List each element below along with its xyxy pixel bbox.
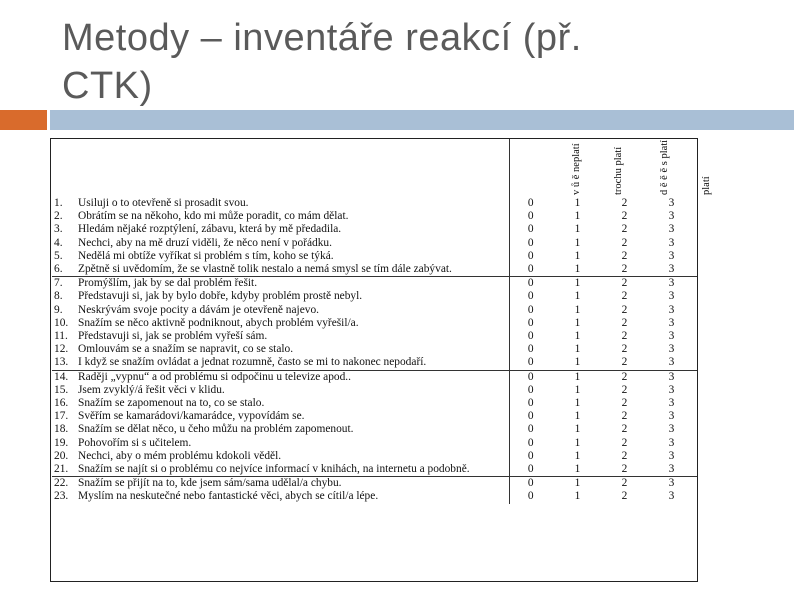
rating-option-1: 1 xyxy=(574,290,581,303)
item-number: 9. xyxy=(54,303,63,316)
rating-option-1: 1 xyxy=(574,449,581,462)
rating-option-0: 0 xyxy=(527,290,534,303)
inventory-row xyxy=(52,397,697,410)
rating-option-0: 0 xyxy=(527,397,534,410)
rating-option-2: 2 xyxy=(621,236,628,249)
inventory-row xyxy=(52,223,697,236)
inventory-row xyxy=(52,277,697,291)
item-number: 16. xyxy=(54,397,69,410)
item-number: 23. xyxy=(54,490,69,503)
rating-option-1: 1 xyxy=(574,463,581,476)
rating-option-3: 3 xyxy=(668,316,675,329)
inventory-row xyxy=(52,250,697,263)
inventory-table xyxy=(52,197,697,504)
rating-option-1: 1 xyxy=(574,436,581,449)
rating-option-1: 1 xyxy=(574,343,581,356)
item-number: 14. xyxy=(52,370,76,384)
rating-option-2: 2 xyxy=(621,343,628,356)
item-statement: Obrátím se na někoho, kdo mi může poradit, co mám dělat. xyxy=(76,210,509,223)
item-statement: Svěřím se kamarádovi/kamarádce, vypovídám se. xyxy=(76,410,509,423)
rating-option-2: 2 xyxy=(621,303,628,316)
item-number: 5. xyxy=(54,249,63,262)
rating-option-3: 3 xyxy=(668,436,675,449)
inventory-row xyxy=(52,410,697,423)
rating-option-3: 3 xyxy=(650,277,697,291)
rating-option-0: 0 xyxy=(509,277,556,291)
item-statement: Myslím na neskutečné nebo fantastické věci, abych se cítil/a lépe. xyxy=(76,490,509,503)
item-statement: Omlouvám se a snažím se napravit, co se stalo. xyxy=(76,343,509,356)
rating-option-1: 1 xyxy=(574,423,581,436)
item-number: 12. xyxy=(54,343,69,356)
rating-option-0: 0 xyxy=(527,197,534,209)
rating-option-2: 2 xyxy=(621,449,628,462)
rating-option-0: 0 xyxy=(527,356,534,369)
rating-option-2: 2 xyxy=(621,356,628,369)
item-statement: Hledám nějaké rozptýlení, zábavu, která by mě předadila. xyxy=(76,223,509,236)
rating-option-2: 2 xyxy=(621,410,628,423)
rating-option-2: 2 xyxy=(621,383,628,396)
blue-title-bar xyxy=(50,110,794,130)
column-header-2: d ě ě ě s platí xyxy=(659,139,670,195)
inventory-row xyxy=(52,490,697,503)
inventory-row xyxy=(52,210,697,223)
rating-option-1: 1 xyxy=(556,277,603,291)
rating-option-0: 0 xyxy=(527,436,534,449)
inventory-row xyxy=(52,437,697,450)
item-number: 11. xyxy=(54,330,68,343)
item-statement: Představuji si, jak by bylo dobře, kdyby problém prostě nebyl. xyxy=(76,290,509,303)
inventory-row xyxy=(52,463,697,477)
item-statement: Nechci, aby na mě druzí viděli, že něco není v pořádku. xyxy=(76,237,509,250)
rating-option-2: 2 xyxy=(603,370,650,384)
rating-option-3: 3 xyxy=(668,223,675,236)
inventory-row xyxy=(52,197,697,210)
rating-option-0: 0 xyxy=(527,463,534,476)
item-number: 7. xyxy=(52,277,76,291)
slide-title xyxy=(62,14,762,110)
inventory-row xyxy=(52,343,697,356)
rating-option-0: 0 xyxy=(509,477,556,491)
rating-option-3: 3 xyxy=(668,449,675,462)
rating-option-0: 0 xyxy=(527,236,534,249)
column-header-0: v ů ě neplatí xyxy=(571,143,582,195)
rating-option-3: 3 xyxy=(668,197,675,209)
rating-option-1: 1 xyxy=(574,490,581,503)
item-statement: Snažím se dělat něco, u čeho můžu na problém zapomenout. xyxy=(76,423,509,436)
rating-option-3: 3 xyxy=(668,490,675,503)
item-statement: Zpětně si uvědomím, že se vlastně tolik nestalo a nemá smysl se tím dále zabývat. xyxy=(76,263,509,277)
item-statement: Snažím se přijít na to, kde jsem sám/sama udělal/a chybu. xyxy=(76,477,509,491)
rating-option-0: 0 xyxy=(527,343,534,356)
rating-option-0: 0 xyxy=(527,223,534,236)
item-statement: Raději „vypnu“ a od problému si odpočinu u televize apod.. xyxy=(76,370,509,384)
rating-option-1: 1 xyxy=(574,383,581,396)
inventory-row xyxy=(52,384,697,397)
rating-option-0: 0 xyxy=(527,449,534,462)
rating-option-3: 3 xyxy=(650,370,697,384)
rating-option-2: 2 xyxy=(621,223,628,236)
rating-option-1: 1 xyxy=(574,263,581,276)
rating-option-3: 3 xyxy=(668,463,675,476)
rating-option-2: 2 xyxy=(621,263,628,276)
rating-option-2: 2 xyxy=(621,290,628,303)
inventory-row xyxy=(52,423,697,436)
rating-option-3: 3 xyxy=(668,356,675,369)
item-number: 1. xyxy=(54,197,63,209)
rating-option-1: 1 xyxy=(556,477,603,491)
rating-option-3: 3 xyxy=(668,423,675,436)
rating-option-3: 3 xyxy=(668,410,675,423)
inventory-document xyxy=(50,138,712,582)
inventory-row xyxy=(52,317,697,330)
rating-option-2: 2 xyxy=(621,249,628,262)
rating-option-1: 1 xyxy=(574,236,581,249)
inventory-row xyxy=(52,330,697,343)
rating-option-1: 1 xyxy=(574,397,581,410)
item-number: 13. xyxy=(54,356,69,369)
rating-option-2: 2 xyxy=(621,330,628,343)
item-statement: I když se snažím ovládat a jednat rozumně, často se mi to nakonec nepodaří. xyxy=(76,356,509,370)
inventory-row xyxy=(52,370,697,384)
column-header-3: platí xyxy=(701,176,712,195)
inventory-row xyxy=(52,356,697,370)
rating-option-0: 0 xyxy=(527,249,534,262)
rating-option-2: 2 xyxy=(621,490,628,503)
item-statement: Snažím se najít si o problému co nejvíce informací v knihách, na internetu a podobně. xyxy=(76,463,509,477)
rating-option-0: 0 xyxy=(509,370,556,384)
rating-option-1: 1 xyxy=(574,330,581,343)
inventory-row xyxy=(52,290,697,303)
inventory-row xyxy=(52,477,697,491)
rating-option-2: 2 xyxy=(621,210,628,223)
rating-option-0: 0 xyxy=(527,383,534,396)
rating-option-0: 0 xyxy=(527,490,534,503)
rating-option-3: 3 xyxy=(668,236,675,249)
rating-option-1: 1 xyxy=(574,316,581,329)
item-statement: Představuji si, jak se problém vyřeší sám. xyxy=(76,330,509,343)
rating-option-3: 3 xyxy=(668,303,675,316)
item-number: 20. xyxy=(54,449,69,462)
rating-option-0: 0 xyxy=(527,263,534,276)
item-number: 4. xyxy=(54,236,63,249)
rating-option-2: 2 xyxy=(621,436,628,449)
item-number: 3. xyxy=(54,223,63,236)
rating-option-3: 3 xyxy=(668,290,675,303)
item-statement: Pohovořím si s učitelem. xyxy=(76,437,509,450)
rating-option-0: 0 xyxy=(527,316,534,329)
rating-option-3: 3 xyxy=(668,263,675,276)
rating-option-3: 3 xyxy=(650,477,697,491)
slide-title-line-2: CTK) xyxy=(62,65,153,107)
rating-option-0: 0 xyxy=(527,210,534,223)
item-number: 22. xyxy=(52,477,76,491)
inventory-table-body xyxy=(52,197,697,504)
slide-title-line-1: Metody – inventáře reakcí (př. xyxy=(62,17,582,59)
rating-option-2: 2 xyxy=(603,477,650,491)
rating-option-3: 3 xyxy=(668,343,675,356)
item-statement: Snažím se zapomenout na to, co se stalo. xyxy=(76,397,509,410)
header-divider xyxy=(509,139,510,197)
rating-option-2: 2 xyxy=(621,316,628,329)
item-statement: Jsem zvyklý/á řešit věci v klidu. xyxy=(76,384,509,397)
item-number: 2. xyxy=(54,210,63,223)
item-number: 15. xyxy=(54,383,69,396)
item-number: 21. xyxy=(54,463,69,476)
rating-option-2: 2 xyxy=(621,423,628,436)
column-header-area xyxy=(509,139,712,197)
rating-option-2: 2 xyxy=(603,277,650,291)
rating-option-2: 2 xyxy=(621,463,628,476)
item-statement: Snažím se něco aktivně podniknout, abych problém vyřešil/a. xyxy=(76,317,509,330)
rating-option-1: 1 xyxy=(574,356,581,369)
rating-option-1: 1 xyxy=(574,197,581,209)
item-number: 8. xyxy=(54,290,63,303)
rating-option-3: 3 xyxy=(668,330,675,343)
rating-option-1: 1 xyxy=(574,210,581,223)
item-number: 17. xyxy=(54,410,69,423)
orange-accent-bar xyxy=(0,110,47,130)
rating-option-3: 3 xyxy=(668,397,675,410)
rating-option-3: 3 xyxy=(668,210,675,223)
item-number: 19. xyxy=(54,436,69,449)
rating-option-3: 3 xyxy=(668,249,675,262)
rating-option-0: 0 xyxy=(527,423,534,436)
inventory-row xyxy=(52,450,697,463)
rating-option-2: 2 xyxy=(621,397,628,410)
item-number: 6. xyxy=(54,263,63,276)
rating-option-0: 0 xyxy=(527,303,534,316)
column-header-1: trochu platí xyxy=(613,146,624,195)
item-statement: Nechci, aby o mém problému kdokoli věděl. xyxy=(76,450,509,463)
item-statement: Neskrývám svoje pocity a dávám je otevřeně najevo. xyxy=(76,304,509,317)
rating-option-3: 3 xyxy=(668,383,675,396)
rating-option-1: 1 xyxy=(574,410,581,423)
rating-option-1: 1 xyxy=(574,303,581,316)
rating-option-2: 2 xyxy=(621,197,628,209)
rating-option-0: 0 xyxy=(527,410,534,423)
inventory-row xyxy=(52,263,697,277)
item-number: 10. xyxy=(54,316,69,329)
item-statement: Usiluji o to otevřeně si prosadit svou. xyxy=(76,197,509,210)
item-statement: Nedělá mi obtíže vyříkat si problém s tím, koho se týká. xyxy=(76,250,509,263)
rating-option-1: 1 xyxy=(574,249,581,262)
inventory-row xyxy=(52,304,697,317)
item-number: 18. xyxy=(54,423,69,436)
rating-option-1: 1 xyxy=(574,223,581,236)
item-statement: Promýšlím, jak by se dal problém řešit. xyxy=(76,277,509,291)
rating-option-1: 1 xyxy=(556,370,603,384)
inventory-row xyxy=(52,237,697,250)
rating-option-0: 0 xyxy=(527,330,534,343)
